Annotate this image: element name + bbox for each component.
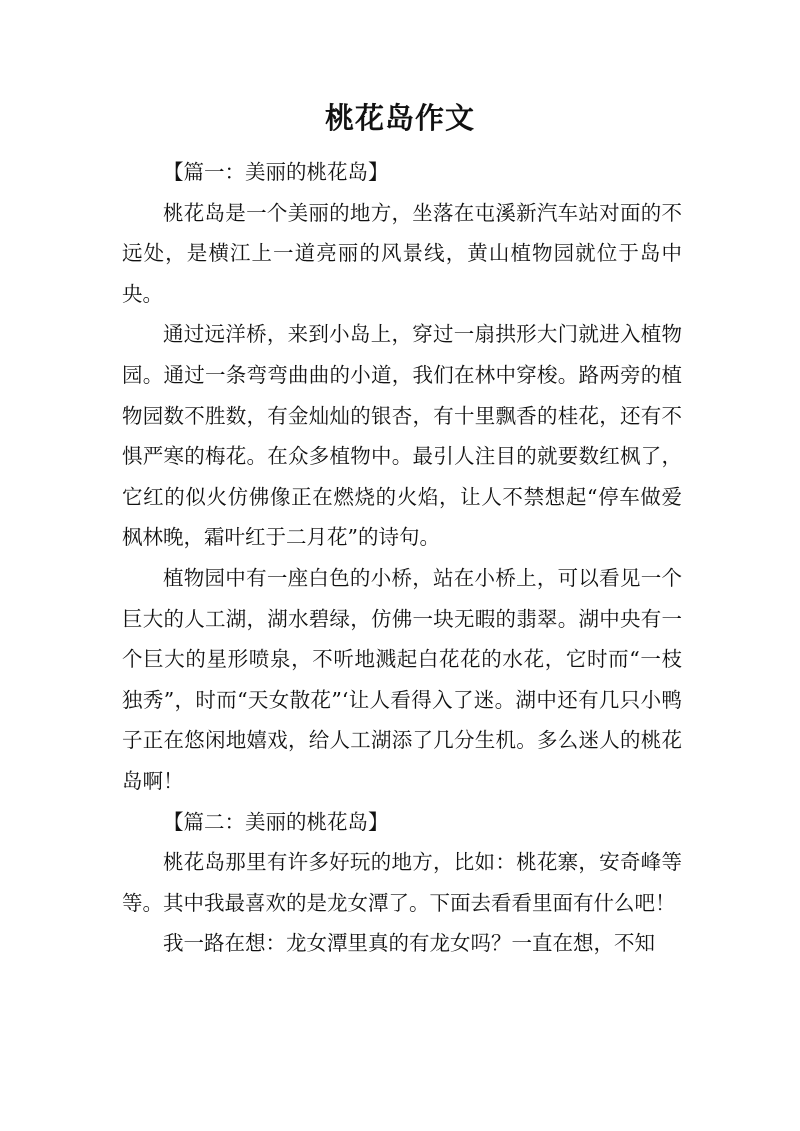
document-body <box>122 152 682 964</box>
paragraph: 桃花岛是一个美丽的地方，坐落在屯溪新汽车站对面的不远处，是横江上一道亮丽的风景线，黄山植物园就位于岛中央。 <box>122 200 682 306</box>
document-title: 桃花岛作文 <box>324 101 475 135</box>
paragraph: 通过远洋桥，来到小岛上，穿过一扇拱形大门就进入植物园。通过一条弯弯曲曲的小道，我们在林中穿梭。路两旁的植物园数不胜数，有金灿灿的银杏，有十里飘香的桂花，还有不惧严寒的梅花。在众多植物中。最引人注目的就要数红枫了，它红的似火仿佛像正在燃烧的火焰，让人不禁想起“停车做爱枫林晚，霜叶红于二月花”的诗句。 <box>122 322 682 550</box>
paragraph: 桃花岛那里有许多好玩的地方，比如：桃花寨，安奇峰等等。其中我最喜欢的是龙女潭了。下面去看看里面有什么吧！ <box>122 850 682 915</box>
paragraph: 我一路在想：龙女潭里真的有龙女吗？一直在想，不知 <box>163 931 655 956</box>
section-heading-2: 【篇二：美丽的桃花岛】 <box>163 809 389 834</box>
paragraph: 植物园中有一座白色的小桥，站在小桥上，可以看见一个巨大的人工湖，湖水碧绿，仿佛一块无暇的翡翠。湖中央有一个巨大的星形喷泉，不听地溅起白花花的水花，它时而“一枝独秀”，时而“天女散花”‘让人看得入了迷。湖中还有几只小鸭子正在悠闲地嬉戏，给人工湖添了几分生机。多么迷人的桃花岛啊！ <box>122 565 682 793</box>
section-heading-1: 【篇一：美丽的桃花岛】 <box>163 160 389 184</box>
